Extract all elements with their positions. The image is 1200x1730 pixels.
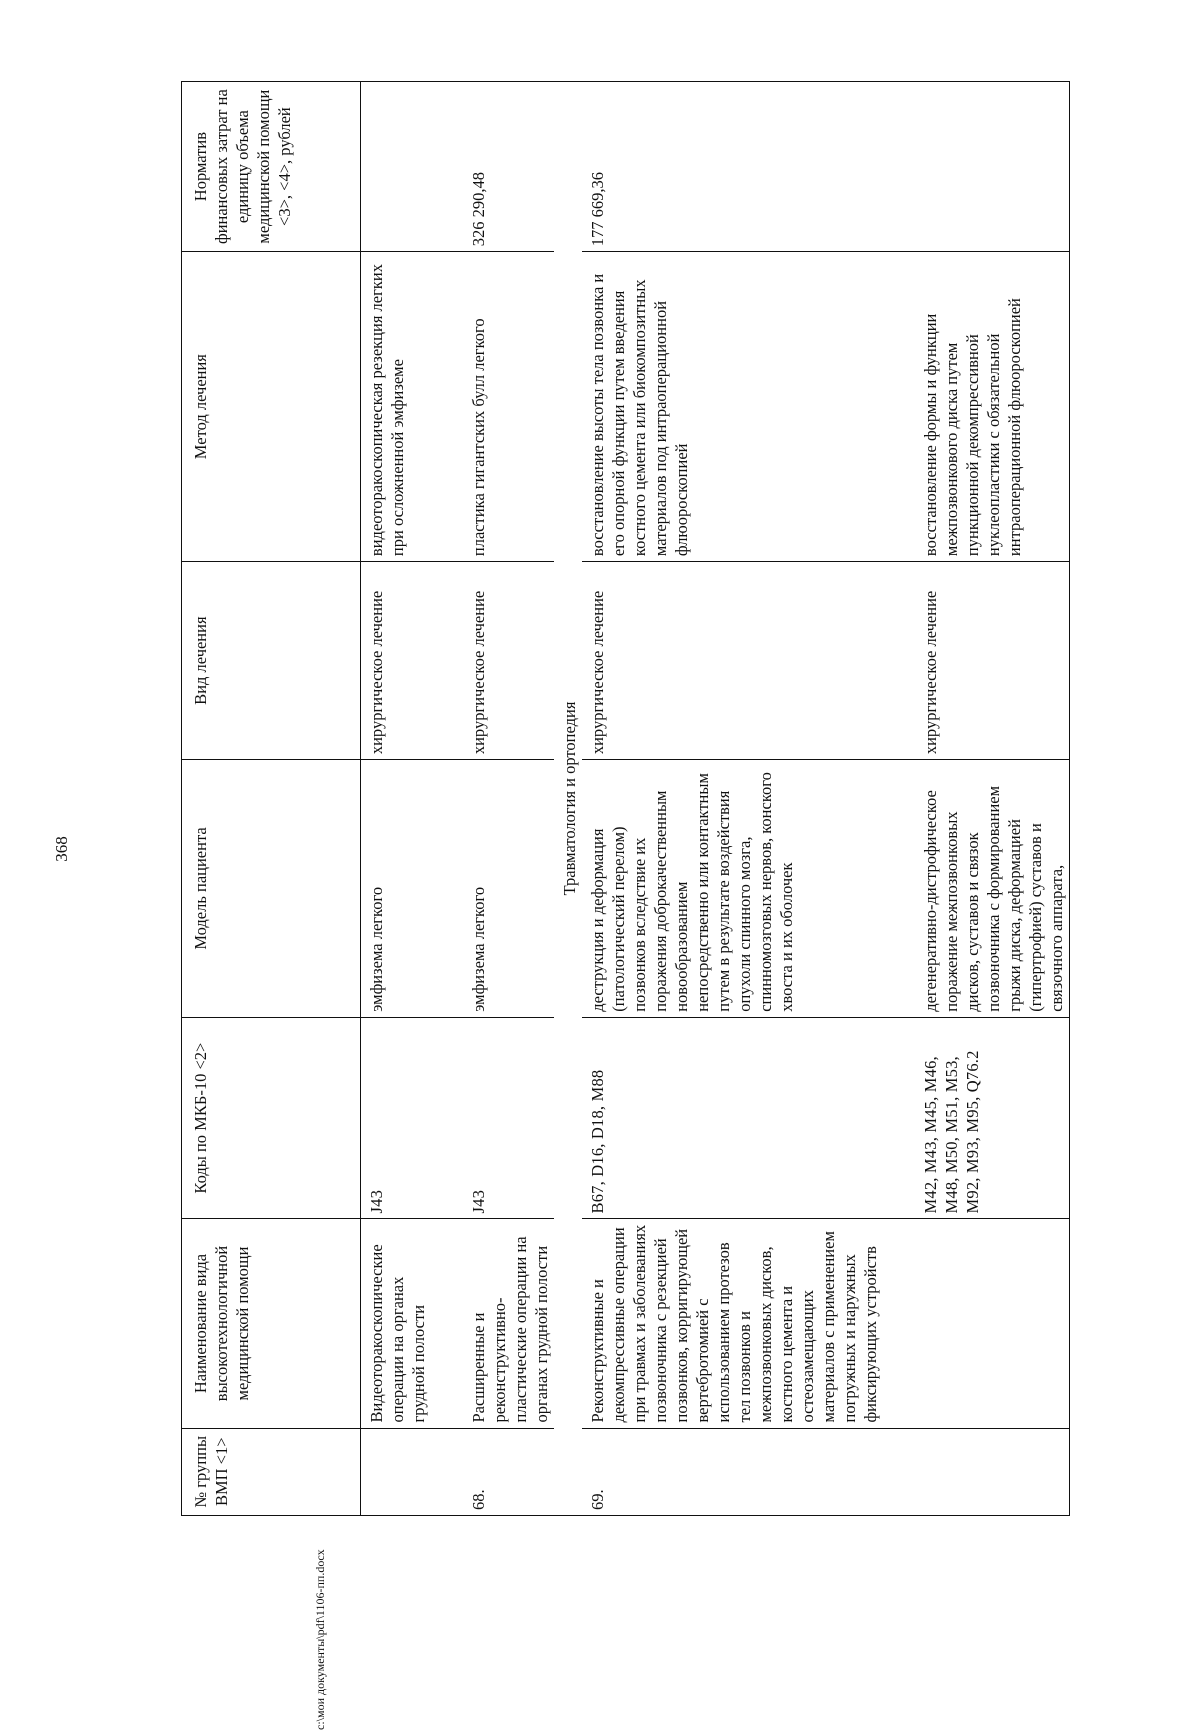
rotated-table-container [181, 81, 1200, 1516]
table-row [361, 82, 432, 1516]
cell-codes: J43 [463, 1017, 554, 1219]
header-group-number: № группы ВМП <1> [182, 1428, 361, 1515]
table-row [463, 82, 554, 1516]
cell-group [915, 1428, 1070, 1515]
page-number: 368 [52, 836, 71, 862]
cell-cost [361, 82, 432, 252]
cell-method: пластика гигантских булл легкого [463, 252, 554, 562]
table-header-row [182, 82, 361, 1516]
cell-group [361, 1428, 432, 1515]
cell-name: Видеоторакоскопические операции на органах грудной полости [361, 1219, 432, 1428]
cell-treatment: хирургическое лечение [915, 562, 1070, 760]
section-title: Травматология и ортопедия [554, 82, 582, 1516]
footer-file-path: c:\мои документы\pdf\1106-пп.docx [313, 1549, 327, 1730]
cell-model: эмфизема легкого [361, 760, 432, 1018]
cell-method: восстановление высоты тела позвонка и его опорной функции путем введения костного цемента или биокомпозитных материалов под интраоперационной флюороскопией [582, 252, 883, 562]
cell-model: эмфизема легкого [463, 760, 554, 1018]
cell-model: деструкция и деформация (патологический перелом) позвонков вследствие их поражения доброкачественным новообразованием непосредственно или контактным путем в результате воздействия опухоли спинного мозга, спинномозговых нервов, конского хвоста и их оболочек [582, 760, 883, 1018]
spacer-row [883, 82, 915, 1516]
cell-treatment: хирургическое лечение [582, 562, 883, 760]
cell-method: видеоторакоскопическая резекция легких при осложненной эмфиземе [361, 252, 432, 562]
cell-codes: J43 [361, 1017, 432, 1219]
header-treatment-type: Вид лечения [182, 562, 361, 760]
section-row [554, 82, 582, 1516]
header-patient-model: Модель пациента [182, 760, 361, 1018]
header-icd-codes: Коды по МКБ-10 <2> [182, 1017, 361, 1219]
cell-model: дегенеративно-дистрофическое поражение межпозвонковых дисков, суставов и связок позвоночника с формированием грыжи диска, деформацией (гипертрофией) суставов и связочного аппарата, [915, 760, 1070, 1018]
cell-method: восстановление формы и функции межпозвонкового диска путем пункционной декомпрессивной нуклеопластики с обязательной интраоперационной флюороскопией [915, 252, 1070, 562]
cell-name: Реконструктивные и декомпрессивные операции при травмах и заболеваниях позвоночника с резекцией позвонков, корригирующей вертебротомией с использованием протезов тел позвонков и межпозвонковых дисков, костного цемента и остеозамещающих материалов с применением погружных и наружных фиксирующих устройств [582, 1219, 883, 1428]
cell-codes: B67, D16, D18, M88 [582, 1017, 883, 1219]
cell-cost: 177 669,36 [582, 82, 883, 252]
cell-group: 69. [582, 1428, 883, 1515]
spacer-row [431, 82, 463, 1516]
table-row [915, 82, 1070, 1516]
cell-name: Расширенные и реконструктивно-пластические операции на органах грудной полости [463, 1219, 554, 1428]
cell-cost: 326 290,48 [463, 82, 554, 252]
header-vmp-name: Наименование вида высокотехнологичной медицинской помощи [182, 1219, 361, 1428]
header-treatment-method: Метод лечения [182, 252, 361, 562]
cell-codes: M42, M43, M45, M46, M48, M50, M51, M53, M92, M93, M95, Q76.2 [915, 1017, 1070, 1219]
cell-cost [915, 82, 1070, 252]
cell-name [915, 1219, 1070, 1428]
vmp-table [181, 81, 1070, 1516]
table-row [582, 82, 883, 1516]
header-cost-norm: Норматив финансовых затрат на единицу объема медицинской помощи <3>, <4>, рублей [182, 82, 361, 252]
cell-treatment: хирургическое лечение [361, 562, 432, 760]
cell-treatment: хирургическое лечение [463, 562, 554, 760]
cell-group: 68. [463, 1428, 554, 1515]
